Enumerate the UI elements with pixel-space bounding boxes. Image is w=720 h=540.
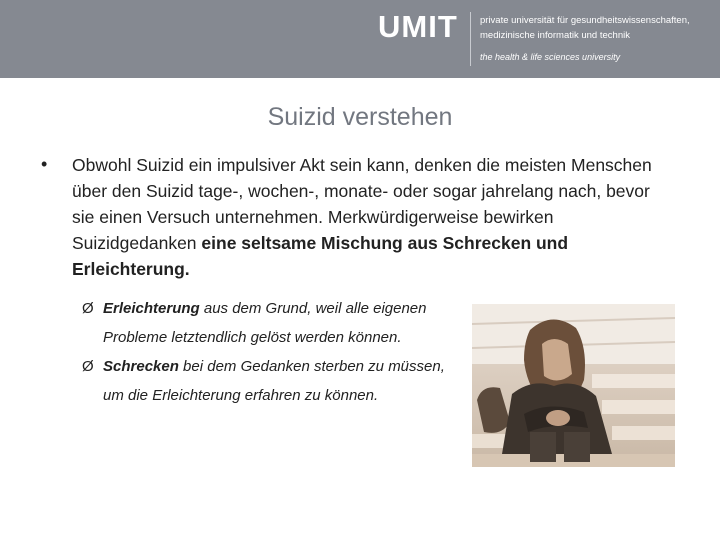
distressed-person-photo: [472, 304, 675, 467]
sub-bullet-text: bei dem Gedanken sterben zu müssen, um die Erleichterung erfahren zu können.: [103, 358, 445, 404]
sub-bullet-bold: Erleichterung: [103, 300, 200, 317]
arrow-bullet-icon: Ø: [82, 300, 94, 317]
tagline-line1: private universität für gesundheitswissenschaften,: [480, 15, 690, 26]
tagline-line3: the health & life sciences university: [480, 52, 621, 62]
main-bullet-text: [72, 152, 672, 282]
sub-bullet-list: [82, 294, 452, 410]
logo-divider: [470, 12, 471, 66]
tagline-line2: medizinische informatik und technik: [480, 30, 630, 41]
sub-bullet-relief: [82, 294, 452, 352]
sub-bullet-text: aus dem Grund, weil alle eigenen Probleme letztendlich gelöst werden können.: [103, 300, 427, 346]
header-bar: [0, 0, 720, 78]
umit-logo: UMIT: [378, 9, 458, 44]
main-bullet-marker: •: [41, 154, 48, 174]
main-text-bold: eine seltsame Mischung aus Schrecken und Erleichterung.: [72, 233, 569, 279]
main-text-plain: Obwohl Suizid ein impulsiver Akt sein kann, denken die meisten Menschen über den Suizid tage-, wochen-, monate- oder sogar jahrelang nach, bevor sie einen Versuch unternehmen. Merkwürdigerweise bewirken Suizidgedanken: [72, 155, 652, 253]
slide-title: Suizid verstehen: [267, 103, 453, 131]
sub-bullet-fear: [82, 352, 452, 410]
sub-bullet-bold: Schrecken: [103, 358, 179, 375]
arrow-bullet-icon: Ø: [82, 358, 94, 375]
